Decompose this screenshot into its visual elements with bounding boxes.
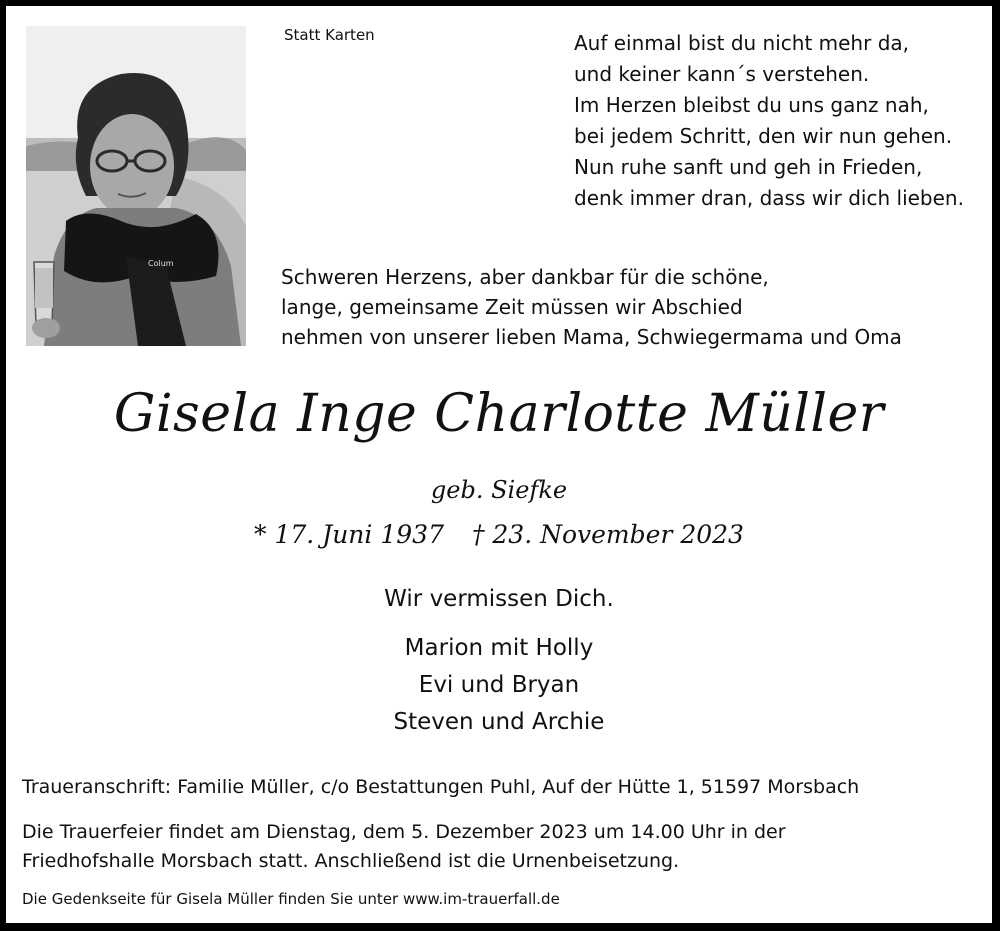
death-date: † 23. November 2023 <box>471 520 744 549</box>
portrait-photo-icon <box>26 26 246 346</box>
obituary-card <box>6 6 992 923</box>
poem-line: bei jedem Schritt, den wir nun gehen. <box>574 124 953 148</box>
ceremony-line: Die Trauerfeier findet am Dienstag, dem 5. Dezember 2023 um 14.00 Uhr in der <box>22 821 786 843</box>
portrait-photo <box>26 26 246 346</box>
family-member: Steven und Archie <box>393 709 605 735</box>
poem-line: denk immer dran, dass wir dich lieben. <box>574 186 964 210</box>
memorial-page-note: Die Gedenkseite für Gisela Müller finden Sie unter www.im-trauerfall.de <box>22 890 560 908</box>
family-member: Marion mit Holly <box>404 635 594 661</box>
intro-line: lange, gemeinsame Zeit müssen wir Abschied <box>281 295 743 319</box>
jacket-logo: Colum <box>148 259 174 268</box>
life-dates <box>6 520 992 549</box>
poem <box>574 28 964 214</box>
poem-line: Auf einmal bist du nicht mehr da, <box>574 31 909 55</box>
intro-text <box>281 262 902 352</box>
ceremony-info <box>22 818 786 876</box>
intro-line: Schweren Herzens, aber dankbar für die schöne, <box>281 265 769 289</box>
poem-line: Nun ruhe sanft und geh in Frieden, <box>574 155 923 179</box>
birth-date: * 17. Juni 1937 <box>254 520 444 549</box>
mourning-address: Traueranschrift: Familie Müller, c/o Bestattungen Puhl, Auf der Hütte 1, 51597 Morsbach <box>22 776 860 798</box>
memorial-message: Wir vermissen Dich. <box>384 586 614 612</box>
family-signatures <box>6 630 992 741</box>
deceased-name: Gisela Inge Charlotte Müller <box>113 384 885 444</box>
poem-line: und keiner kann´s verstehen. <box>574 62 870 86</box>
poem-line: Im Herzen bleibst du uns ganz nah, <box>574 93 929 117</box>
family-member: Evi und Bryan <box>418 672 580 698</box>
ceremony-line: Friedhofshalle Morsbach statt. Anschließend ist die Urnenbeisetzung. <box>22 850 680 872</box>
birth-name: geb. Siefke <box>430 476 568 504</box>
intro-line: nehmen von unserer lieben Mama, Schwiegermama und Oma <box>281 325 902 349</box>
header-note: Statt Karten <box>284 26 375 44</box>
